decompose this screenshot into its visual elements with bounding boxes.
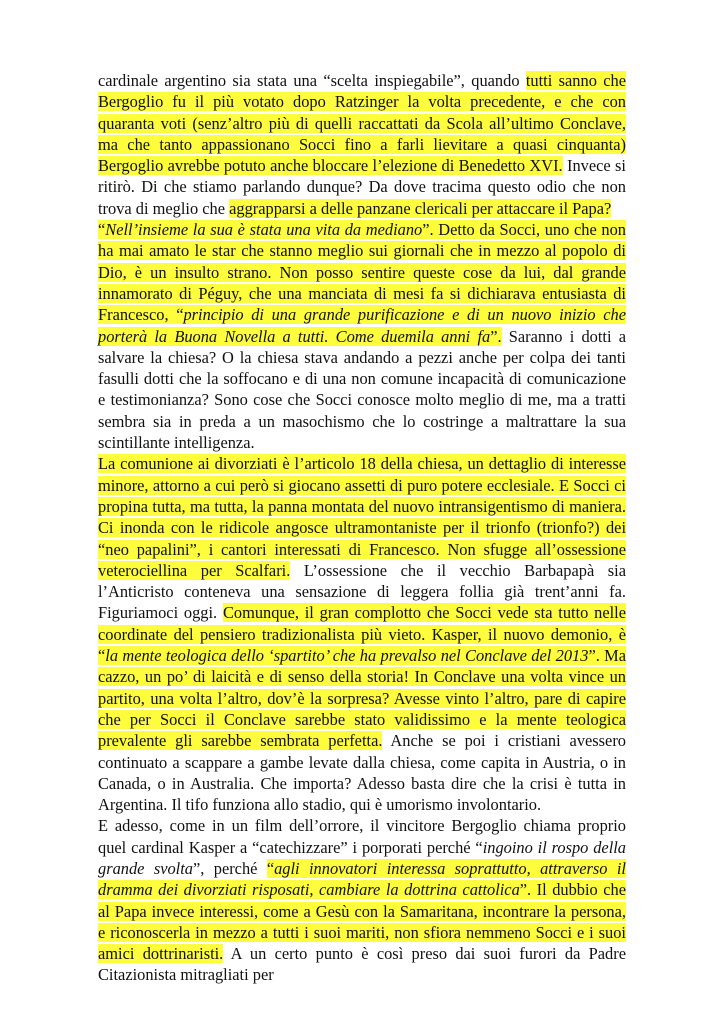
highlighted-text: Comunque, il gran complotto che Socci vede sta tutto nelle coordinate del pensiero tradizionalista più vieto. Kasper, il nuovo demonio, è “ bbox=[98, 603, 626, 666]
highlighted-text: ”. Detto da Socci, uno che non ha mai amato le star che stanno meglio sui giornali che in mezzo al popolo di Dio, è un insulto strano. Non posso sentire queste cose da lui, dal grande innamorato di Péguy, che una manciata di mesi fa si dichiarava entusiasta di Francesco, “ bbox=[98, 220, 626, 325]
text-run: Invece si ritirò. Di che stiamo parlando dunque? Da dove tracima questo odio che non trova di meglio che bbox=[98, 156, 626, 218]
highlighted-text: ”. bbox=[490, 326, 502, 346]
paragraph bbox=[98, 815, 626, 985]
text-run: A un certo punto è così preso dai suoi furori da Padre Citazionista mitragliati per bbox=[98, 944, 626, 985]
article-text bbox=[98, 70, 626, 986]
text-run: Saranno i dotti a salvare la chiesa? O la chiesa stava andando a pezzi anche per colpa dei tanti fasulli dotti che la soffocano e di una non comune incapacità di comunicazione e testimonianza? Sono cose che Socci conosce molto meglio di me, ma a tratti sembra sia in preda a un masochismo che lo costringe a maltrattare la sua scintillante intelligenza. bbox=[98, 326, 626, 453]
text-run: cardinale argentino sia stata una “scelta inspiegabile”, quando bbox=[98, 71, 526, 90]
highlighted-text: “ bbox=[98, 220, 106, 240]
highlighted-text: ”. Il dubbio che al Papa invece interessi, come a Gesù con la Samaritana, incontrare la persona, e riconoscerla in mezzo a tutti i suoi mariti, non sfiora nemmeno Socci e i suoi amici dottrinaristi. bbox=[98, 880, 626, 964]
highlighted-text: ”. Ma cazzo, un po’ di laicità e di senso della storia! In Conclave una volta vince un partito, una volta l’altro, dov’è la sorpresa? Avesse vinto l’altro, pare di capire che per Socci il Conclave sarebbe stato validissimo e la mente teologica prevalente gli sarebbe sembrata perfetta. bbox=[98, 646, 626, 751]
paragraph bbox=[98, 70, 626, 219]
highlighted-text: principio di una grande purificazione e di un nuovo inizio che porterà la Buona Novella a tutti. Come duemila anni fa bbox=[98, 305, 626, 346]
text-run: E adesso, come in un film dell’orrore, il vincitore Bergoglio chiama proprio quel cardinal Kasper a “catechizzare” i porporati perché “ bbox=[98, 816, 626, 857]
paragraph bbox=[98, 219, 626, 453]
highlighted-text: tutti sanno che Bergoglio fu il più votato dopo Ratzinger la volta precedente, e che con quaranta voti (senz’altro più di quelli raccattati da Scola all’ultimo Conclave, ma che tanto appassionano Socci fino a farli lievitare a quasi cinquanta) Bergoglio avrebbe potuto anche bloccare l’elezione di Benedetto XVI. bbox=[98, 71, 626, 176]
highlighted-text: La comunione ai divorziati è l’articolo 18 della chiesa, un dettaglio di interesse minore, attorno a cui però si giocano assetti di puro potere ecclesiale. E Socci ci propina tutta, ma tutta, la panna montata del nuovo intransigentismo di maniera. Ci inonda con le ridicole angosce ultramontaniste per il trionfo (trionfo?) dei “neo papalini”, i cantori interessati di Francesco. Non sfugge all’ossessione veterociellina per Scalfari. bbox=[98, 454, 626, 580]
paragraph bbox=[98, 453, 626, 815]
highlighted-text: aggrapparsi a delle panzane clericali per attaccare il Papa? bbox=[229, 198, 612, 218]
text-run: ”, perché bbox=[192, 858, 267, 878]
highlighted-text: “ bbox=[266, 858, 275, 878]
text-run: Anche se poi i cristiani avessero continuato a scappare a gambe levate dalla chiesa, come capita in Austria, o in Canada, o in Australia. Che importa? Adesso basta dire che la crisi è tutta in Argentina. Il tifo funziona allo stadio, qui è umorismo involontario. bbox=[98, 731, 626, 815]
highlighted-text: agli innovatori interessa soprattutto, attraverso il dramma dei divorziati risposati, cambiare la dottrina cattolica bbox=[98, 858, 626, 900]
text-run: ingoino il rospo della grande svolta bbox=[98, 837, 626, 878]
text-run: L’ossessione che il vecchio Barbapapà sia l’Anticristo conteneva una sensazione di leggera follia già trent’anni fa. Figuriamoci oggi. bbox=[98, 560, 627, 623]
highlighted-text: la mente teologica dello ‘spartito’ che ha prevalso nel Conclave del 2013 bbox=[105, 646, 589, 666]
highlighted-text: Nell’insieme la sua è stata una vita da mediano bbox=[105, 220, 423, 240]
